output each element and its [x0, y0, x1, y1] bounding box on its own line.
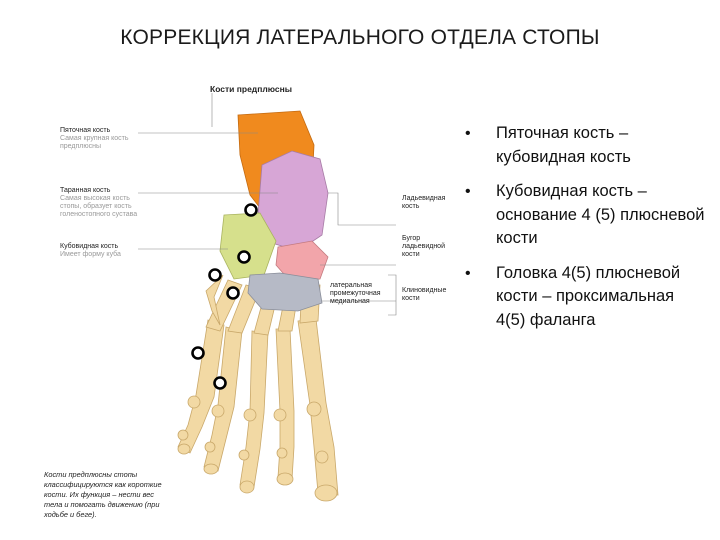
figure-caption: Кости предплюсны стопы классифицируются как короткие кости. Их функция – нести вес тела и помогать движению (при ходьбе и беге). — [44, 470, 162, 519]
label-cuneiforms: Клиновидные кости — [402, 287, 447, 302]
label-talus-name: Таранная кость — [60, 187, 111, 194]
label-talus — [60, 187, 150, 219]
bullet-text: Пяточная кость – кубовидная кость — [496, 124, 631, 166]
bullet-dot: • — [465, 183, 471, 200]
label-calcaneus-name: Пяточная кость — [60, 127, 111, 134]
label-navicular-tubercle: Бугор ладьевидной кости — [402, 235, 445, 258]
label-cuboid-name: Кубовидная кость — [60, 243, 119, 250]
bullet-item — [465, 180, 705, 251]
cuneiform-bones — [248, 273, 322, 311]
label-cuboid — [60, 243, 150, 259]
bullet-text: Головка 4(5) плюсневой кости – проксимальная 4(5) фаланга — [496, 263, 681, 329]
label-calcaneus-note: Самая крупная кость предплюсны — [60, 135, 129, 150]
bullet-text: Кубовидная кость – основание 4 (5) плюсневой кости — [496, 182, 705, 247]
bullet-item — [465, 122, 705, 169]
bullet-dot: • — [465, 125, 471, 142]
label-talus-note: Самая высокая кость стопы, образует кость голеностопного сустава — [60, 195, 138, 218]
bullet-item — [465, 262, 705, 333]
bullet-dot: • — [465, 264, 471, 282]
foot-anatomy-figure — [28, 75, 448, 530]
bullet-list — [465, 122, 705, 343]
label-cuboid-note: Имеет форму куба — [60, 251, 121, 258]
label-calcaneus — [60, 127, 140, 151]
slide-title: КОРРЕКЦИЯ ЛАТЕРАЛЬНОГО ОТДЕЛА СТОПЫ — [120, 26, 600, 49]
label-cuneiform-types: латеральная промежуточная медиальная — [330, 282, 381, 305]
figure-header: Кости предплюсны — [210, 84, 292, 94]
label-navicular: Ладьевидная кость — [402, 195, 446, 210]
